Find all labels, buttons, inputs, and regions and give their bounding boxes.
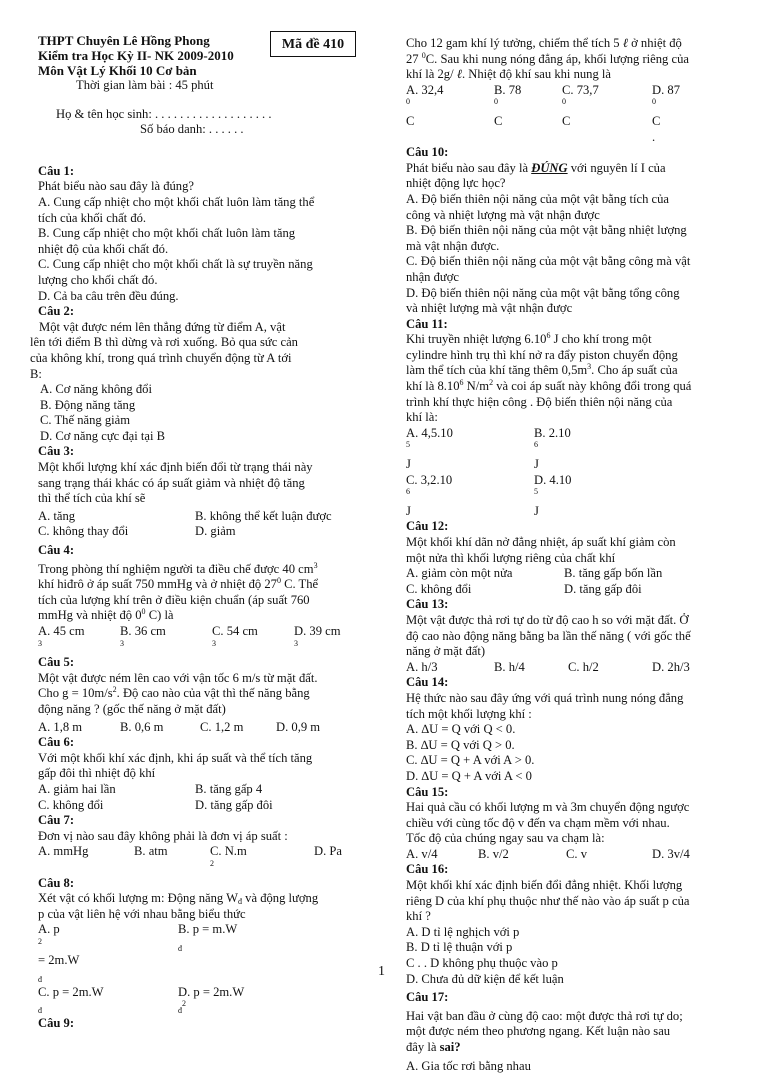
subject-title: Môn Vật Lý Khối 10 Cơ bản <box>38 63 197 78</box>
option-a: A. mmHg <box>38 844 89 859</box>
question-14 <box>406 675 756 784</box>
option-c: C. Độ biến thiên nội năng của một vật bằng công mà vật <box>406 254 691 269</box>
question-stem-cont: tích của lượng khí trên ở điều kiện chuẩn (áp suất 760 <box>38 592 310 607</box>
question-stem: Khi truyền nhiệt lượng 6.10$^6$ J cho khí trong một <box>406 331 652 347</box>
option-b: B. 2.10 $^6$ J <box>534 425 571 472</box>
question-title: Câu 13: <box>406 597 449 612</box>
question-12 <box>406 519 756 597</box>
question-stem-cont: lên tới điểm B thì dừng và rơi xuống. Bỏ qua sức cản <box>30 335 298 350</box>
question-stem-cont: cylindre hình trụ thì khí nở ra đẩy piston chuyển động <box>406 347 678 362</box>
option-c: C. v <box>566 846 587 861</box>
question-stem: Hai vật ban đầu ở cùng độ cao: một được thả rơi tự do; <box>406 1008 683 1023</box>
question-6 <box>38 735 360 813</box>
option-c-cont: lượng cho khối chất đó. <box>38 272 158 287</box>
question-title: Câu 5: <box>38 655 75 670</box>
option-c: C. ∆U = Q + A với A > 0. <box>406 753 535 768</box>
option-a: A. ∆U = Q với Q < 0. <box>406 722 516 737</box>
question-stem-cont: tích một khối lượng khí : <box>406 706 532 721</box>
question-title: Câu 11: <box>406 316 448 331</box>
option-b: B. Độ biến thiên nội năng của một vật bằng nhiệt lượng <box>406 223 687 238</box>
option-b: B. 36 cm $^3$ <box>120 624 166 648</box>
question-title: Câu 16: <box>406 862 449 877</box>
option-c: C. 54 cm $^3$ <box>212 624 258 648</box>
exam-duration: Thời gian làm bài : 45 phút <box>76 78 214 92</box>
option-d: D. 39 cm $^3$ <box>294 624 341 648</box>
option-b: B. tăng gấp 4 <box>195 781 263 796</box>
question-9-body <box>406 36 756 145</box>
question-7 <box>38 813 360 875</box>
option-a: A. giảm hai lần <box>38 781 116 796</box>
student-id-field: Số báo danh: . . . . . . <box>140 122 244 137</box>
question-2 <box>30 304 360 444</box>
question-stem: Một khối khí dãn nở đẳng nhiệt, áp suất khí giảm còn <box>406 535 676 549</box>
question-stem-cont: mmHg và nhiệt độ $0^0$ C) là <box>38 607 174 623</box>
exam-title: Kiểm tra Học Kỳ II- NK 2009-2010 <box>38 48 234 63</box>
question-title: Câu 2: <box>38 304 75 319</box>
option-c: C. N.m $^2$ <box>210 844 247 868</box>
question-stem-cont: một được ném theo phương ngang. Kết luận nào sau <box>406 1024 671 1039</box>
question-stem-cont: 27 $^0$C. Sau khi nung nóng đẳng áp, khối lượng riêng của <box>406 50 689 66</box>
option-b: B. 0,6 m <box>120 719 164 734</box>
option-a: A. 45 cm $^3$ <box>38 624 85 648</box>
option-d: D. Cơ năng cực đại tại B <box>40 428 166 443</box>
question-title: Câu 1: <box>38 163 75 178</box>
option-c: C. không đổi <box>38 797 104 812</box>
option-b: B. ∆U = Q với Q > 0. <box>406 737 515 752</box>
question-10 <box>406 145 756 317</box>
option-b: B. p = m.W $_đ$ <box>178 922 238 953</box>
option-a: A. Gia tốc rơi bằng nhau <box>406 1058 531 1073</box>
question-stem-cont: nhiệt động lực học? <box>406 176 506 191</box>
option-b-cont: nhiệt độ của khối chất đó. <box>38 241 169 256</box>
option-a: A. D tỉ lệ nghịch với p <box>406 924 520 939</box>
question-stem: Trong phòng thí nghiệm người ta điều chế được 40 $cm^3$ <box>38 560 318 576</box>
option-a: A. h/3 <box>406 659 438 674</box>
question-stem-cont: khí là 2g/ ℓ. Nhiệt độ khí sau khi nung là <box>406 67 611 82</box>
option-d: D. tăng gấp đôi <box>195 797 273 812</box>
option-a-cont: công và nhiệt lượng mà vật nhận được <box>406 207 600 222</box>
option-d: D. 3v/4 <box>652 846 690 861</box>
question-title: Câu 12: <box>406 519 449 534</box>
option-a: A. 32,4 $^0$ C <box>406 82 444 128</box>
option-c: C. Thế năng giảm <box>40 413 131 428</box>
option-d: D. giảm <box>195 524 236 539</box>
question-16 <box>406 862 756 987</box>
question-stem: Cho 12 gam khí lý tưởng, chiếm thể tích 5 ℓ ở nhiệt độ <box>406 36 682 50</box>
student-name-field: Họ & tên học sinh: . . . . . . . . . . . . . . . . . . . <box>56 106 272 121</box>
option-b: B. không thể kết luận được <box>195 508 332 523</box>
question-title: Câu 7: <box>38 813 75 828</box>
option-a: A. Độ biến thiên nội năng của một vật bằng tích của <box>406 191 669 206</box>
option-b: B. Động năng tăng <box>40 397 136 412</box>
question-title: Câu 14: <box>406 675 449 690</box>
question-stem-cont: thì thể tích của khí sẽ <box>38 491 146 506</box>
option-a-cont: tích của khối chất đó. <box>38 210 147 225</box>
left-column <box>30 0 360 1031</box>
question-1 <box>38 164 360 304</box>
option-b: B. h/4 <box>494 659 525 674</box>
option-a: A. v/4 <box>406 846 438 861</box>
right-column <box>406 0 756 1074</box>
option-b: B. Cung cấp nhiệt cho một khối chất luôn làm tăng <box>38 226 296 241</box>
question-stem-cont: khí ? <box>406 909 431 924</box>
option-b: B. tăng gấp bốn lần <box>564 566 663 581</box>
exam-code: Mã đề 410 <box>281 37 345 52</box>
option-a: A. p $^2$ = 2m.W $_đ$ <box>38 922 80 985</box>
question-stem-cont: trình khí thực hiện công . Độ biến thiên nội năng của <box>406 394 673 409</box>
option-a: A. tăng <box>38 508 76 523</box>
question-stem-cont: độ cao nào động năng bằng ba lần thế năng ( với gốc thế <box>406 628 691 643</box>
question-stem-cont: của không khí, trong quá trình chuyển động từ A tới <box>30 350 292 365</box>
question-stem-cont: một nửa thì khối lượng riêng của chất khí <box>406 550 616 565</box>
question-9-title: Câu 9: <box>38 1015 75 1030</box>
question-stem: Với một khối khí xác định, khi áp suất và thể tích tăng <box>38 750 313 765</box>
question-title: Câu 17: <box>406 990 449 1005</box>
option-a: A. Cung cấp nhiệt cho một khối chất luôn làm tăng thể <box>38 194 315 209</box>
question-stem: Hai quả cầu có khối lượng m và 3m chuyển động ngược <box>406 800 690 815</box>
question-stem-cont: động năng ? (gốc thế năng ở mặt đất) <box>38 701 226 716</box>
option-d: D. 2h/3 <box>652 659 690 674</box>
question-stem-cont: Tốc độ của chúng ngay sau va chạm là: <box>406 831 605 846</box>
option-a: A. giảm còn một nửa <box>406 566 513 581</box>
question-5 <box>38 655 360 735</box>
option-b-cont: mà vật nhận được. <box>406 238 500 253</box>
question-4 <box>38 543 360 655</box>
option-d: D. Độ biến thiên nội năng của một vật bằng tổng công <box>406 285 680 300</box>
option-d-cont: và nhiệt lượng mà vật nhận được <box>406 301 573 316</box>
option-a: A. 1,8 m <box>38 719 83 734</box>
option-b: B. v/2 <box>478 846 509 861</box>
question-stem-cont: riêng D của khí phụ thuộc như thế nào vào áp suất p của <box>406 893 690 908</box>
option-b: B. 78 $^0$ C <box>494 82 522 128</box>
option-d: D. p = 2m.W $_đ^2$ <box>178 984 245 1016</box>
question-title: Câu 3: <box>38 444 75 459</box>
option-d: D. 4.10 $^5$ J <box>534 472 572 518</box>
question-17 <box>406 990 756 1074</box>
question-stem-cont: khí là: <box>406 410 438 425</box>
question-8 <box>38 876 360 1016</box>
option-c: C. 1,2 m <box>200 719 244 734</box>
option-d: D. Chưa đủ dữ kiện để kết luận <box>406 971 564 986</box>
question-15 <box>406 785 756 863</box>
question-stem-cont: gấp đôi thì nhiệt độ khí <box>38 766 156 781</box>
option-a: A. 4,5.10 $^5$ J <box>406 425 453 472</box>
question-11 <box>406 317 756 520</box>
option-c: C. p = 2m.W $_đ$ <box>38 984 104 1016</box>
option-c: C. 73,7 $^0$ C <box>562 82 599 128</box>
school-name: THPT Chuyên Lê Hồng Phong <box>38 33 210 48</box>
question-stem: Một vật được ném lên cao với vận tốc 6 m/s từ mặt đất. <box>38 670 318 685</box>
question-stem-cont: Cho $g = 10m/s^2$. Độ cao nào của vật thì thế năng bằng <box>38 685 310 701</box>
question-stem-cont: chiều với cùng tốc độ v đến va chạm mềm với nhau. <box>406 815 670 830</box>
page-number: 1 <box>378 964 385 979</box>
option-c: C. không đổi <box>406 581 472 596</box>
option-c: C. Cung cấp nhiệt cho một khối chất là sự truyền năng <box>38 257 313 272</box>
question-stem-cont: p của vật liên hệ với nhau bằng biểu thức <box>38 906 246 921</box>
question-stem-cont: B: <box>30 366 42 381</box>
question-stem: Xét vật có khối lượng m: Động năng $W_đ$ và động lượng <box>38 891 319 907</box>
option-b: B. atm <box>134 844 168 859</box>
option-a: A. Cơ năng không đổi <box>40 382 152 397</box>
question-stem-cont: sang trạng thái khác có áp suất giảm và nhiệt độ tăng <box>38 475 305 490</box>
option-d: D. 87 $^0$ C . <box>652 82 680 144</box>
question-3 <box>38 444 360 540</box>
option-d: D. Pa <box>314 844 342 859</box>
option-b: B. D tỉ lệ thuận với p <box>406 940 513 955</box>
question-stem: Phát biểu nào sau đây là ĐÚNG với nguyên lí I của <box>406 160 666 175</box>
question-stem: Hệ thức nào sau đây ứng với quá trình nung nóng đẳng <box>406 690 684 705</box>
option-c-cont: nhận được <box>406 269 460 284</box>
option-d: D. 0,9 m <box>276 719 321 734</box>
option-d: D. tăng gấp đôi <box>564 581 642 596</box>
option-c: C. h/2 <box>568 659 599 674</box>
question-stem: Một vật được thả rơi tự do từ độ cao h so với mặt đất. Ở <box>406 612 689 627</box>
question-stem: Một khối lượng khí xác định biến đổi từ trạng thái này <box>38 460 313 475</box>
question-stem-cont: đây là sai? <box>406 1040 461 1054</box>
question-stem-cont: khí là 8.10$^6$ $N/m^2$ và coi áp suất này không đổi trong quá <box>406 378 692 394</box>
option-d: D. Cả ba câu trên đều đúng. <box>38 288 179 303</box>
option-c: C. không thay đổi <box>38 524 129 539</box>
question-title: Câu 4: <box>38 543 75 558</box>
option-c: C. 3,2.10 $^6$ J <box>406 472 453 518</box>
option-d: D. ∆U = Q + A với A < 0 <box>406 768 532 783</box>
question-stem: Một vật được ném lên thẳng đứng từ điểm A, vật <box>39 319 286 334</box>
question-13 <box>406 597 756 675</box>
question-stem-cont: làm thể tích của khí tăng thêm $0,5m^3$. Cho áp suất của <box>406 362 678 378</box>
question-stem: Đơn vị nào sau đây không phải là đơn vị áp suất : <box>38 828 288 843</box>
question-stem-cont: khí hiđrô ở áp suất 750 mmHg và ở nhiệt độ $27^0$ C. Thể <box>38 576 319 592</box>
question-stem: Phát biểu nào sau đây là đúng? <box>38 179 194 194</box>
question-title: Câu 15: <box>406 784 449 799</box>
question-title: Câu 6: <box>38 735 75 750</box>
question-stem: Một khối khí xác định biến đổi đẳng nhiệt. Khối lượng <box>406 878 683 893</box>
question-title: Câu 10: <box>406 145 449 160</box>
question-stem-cont: năng ở mặt đất) <box>406 644 486 659</box>
question-title: Câu 8: <box>38 875 75 890</box>
option-c: C . . D không phụ thuộc vào p <box>406 956 558 971</box>
